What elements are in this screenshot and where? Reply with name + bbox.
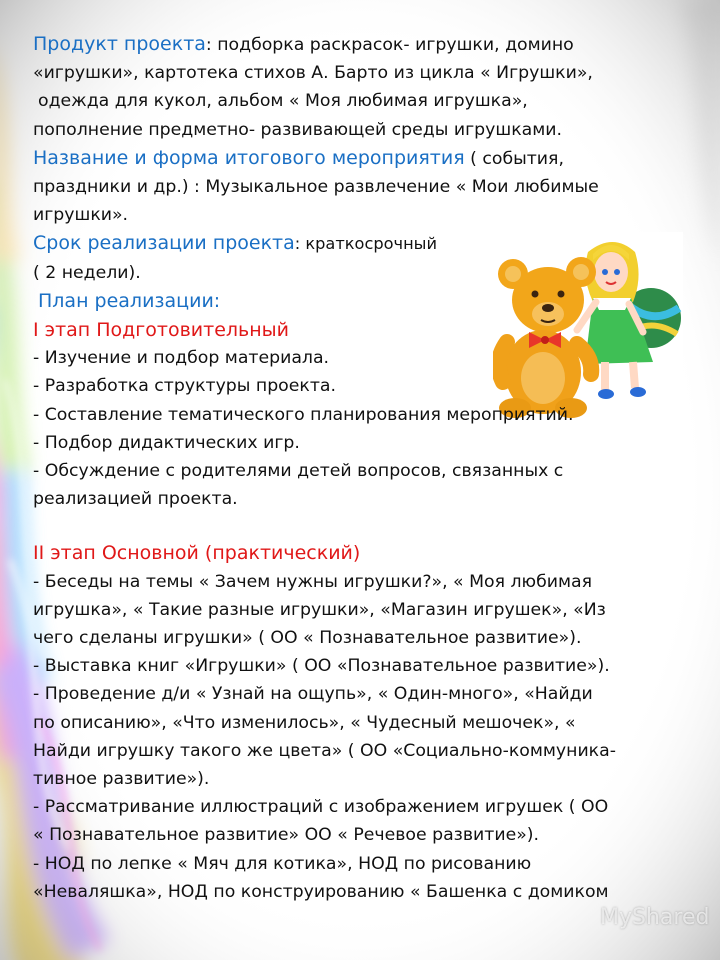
event-line-1 xyxy=(33,144,694,173)
stage2-item: « Познавательное развитие» ОО « Речевое развитие»). xyxy=(33,825,540,846)
event-text-1: ( события, xyxy=(464,148,564,169)
stage2-item: «Неваляшка», НОД по конструированию « Башенка с домиком xyxy=(33,881,609,902)
stage2-item: - Выставка книг «Игрушки» ( ОО «Познавательное развитие»). xyxy=(33,656,610,677)
stage2-item: - Беседы на темы « Зачем нужны игрушки?», « Моя любимая xyxy=(33,571,592,592)
product-line-4: пополнение предметно- развивающей среды игрушками. xyxy=(33,119,562,140)
stage2-heading: II этап Основной (практический) xyxy=(33,542,361,565)
section-spacer xyxy=(33,513,694,539)
stage2-item: тивное развитие»). xyxy=(33,769,210,790)
stage1-item: - Подбор дидактических игр. xyxy=(33,432,300,453)
stage2-item: игрушка», « Такие разные игрушки», «Магазин игрушек», «Из xyxy=(33,599,606,620)
plan-line xyxy=(33,287,694,316)
product-heading: Продукт проекта xyxy=(33,33,206,55)
product-line-2: «игрушки», картотека стихов А. Барто из цикла « Игрушки», xyxy=(33,63,593,84)
stage2-item: Найди игрушку такого же цвета» ( ОО «Социально-коммуника- xyxy=(33,740,616,761)
stage2-item: - Рассматривание иллюстраций с изображением игрушек ( ОО xyxy=(33,797,609,818)
stage2-item: по описанию», «Что изменилось», « Чудесный мешочек», « xyxy=(33,712,576,733)
duration-text: : краткосрочный xyxy=(294,234,437,254)
product-separator: : xyxy=(205,35,218,55)
plan-heading: План реализации: xyxy=(38,289,221,312)
duration-line-1 xyxy=(33,229,694,258)
duration-line-2: ( 2 недели). xyxy=(33,262,141,283)
product-line-1 xyxy=(33,30,694,59)
stage1-item: - Разработка структуры проекта. xyxy=(33,376,336,397)
stage1-item: - Изучение и подбор материала. xyxy=(33,348,330,369)
stage2-item: чего сделаны игрушки» ( ОО « Познавательное развитие»). xyxy=(33,628,582,649)
stage2-item: - НОД по лепке « Мяч для котика», НОД по рисованию xyxy=(33,853,532,874)
event-line-2: праздники и др.) : Музыкальное развлечение « Мои любимые xyxy=(33,177,599,198)
stage1-item: реализацией проекта. xyxy=(33,489,238,510)
stage2-item: - Проведение д/и « Узнай на ощупь», « Один-много», «Найди xyxy=(33,684,593,705)
stage1-item: - Составление тематического планирования мероприятий. xyxy=(33,404,574,425)
stage1-heading: I этап Подготовительный xyxy=(33,319,290,342)
event-line-3: игрушки». xyxy=(33,205,129,226)
event-heading: Название и форма итогового мероприятия xyxy=(33,146,465,169)
watermark-logo: MyShared xyxy=(600,905,710,930)
product-text-1: подборка раскрасок- игрушки, домино xyxy=(217,35,574,55)
product-line-3: одежда для кукол, альбом « Моя любимая игрушка», xyxy=(38,91,528,112)
stage1-item: - Обсуждение с родителями детей вопросов, связанных с xyxy=(33,461,564,482)
duration-heading: Срок реализации проекта xyxy=(33,232,295,255)
